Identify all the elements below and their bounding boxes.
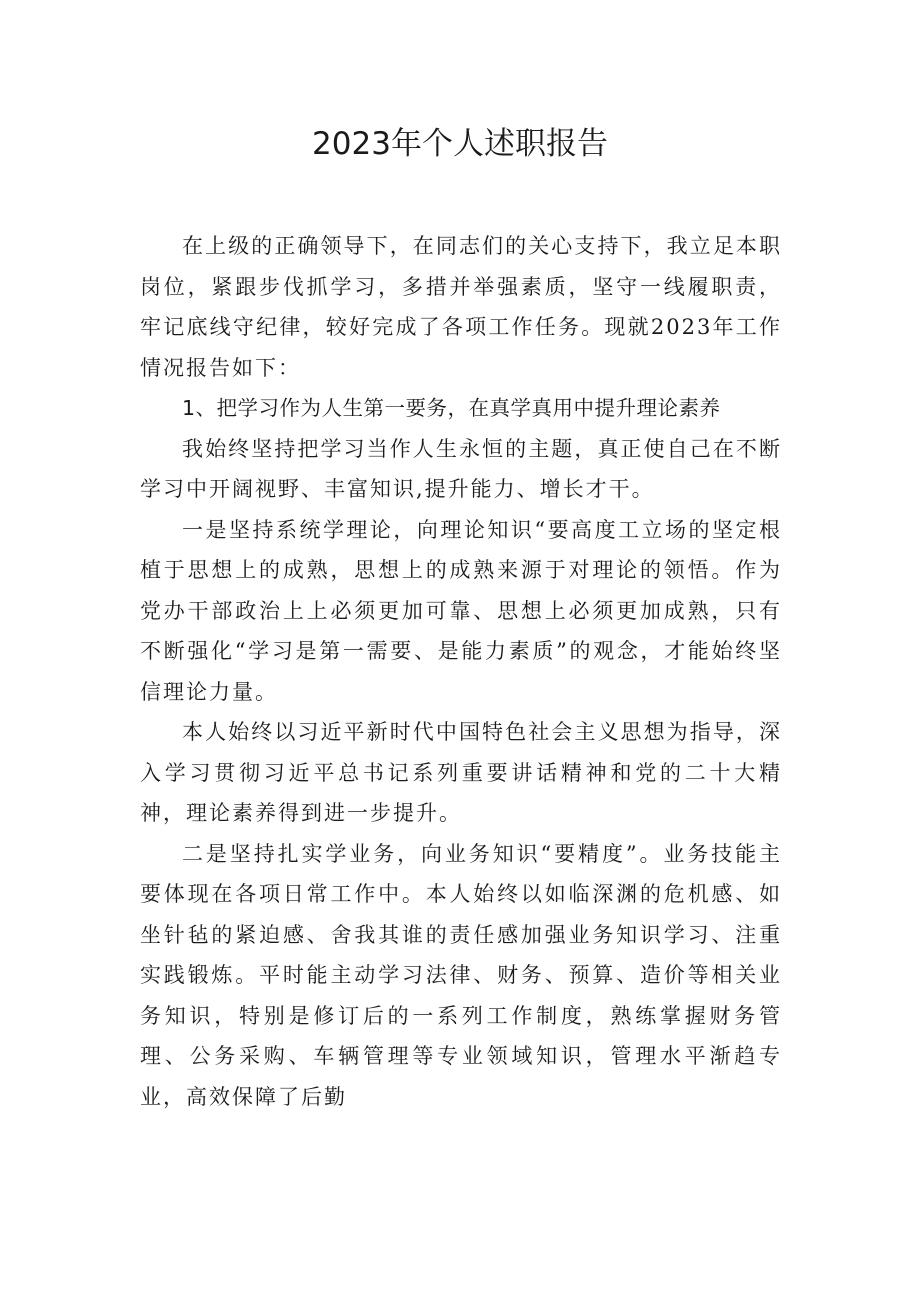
paragraph-learning-theme: 我始终坚持把学习当作人生永恒的主题，真正使自己在不断学习中开阔视野、丰富知识,提升能力、增长才干。 xyxy=(140,436,782,501)
document-title: 2023年个人述职报告 xyxy=(312,126,608,162)
paragraph-business-study: 二是坚持扎实学业务，向业务知识“要精度”。业务技能主要体现在各项日常工作中。本人始终以如临深渊的危机感、如坐针毡的紧迫感、舍我其谁的责任感加强业务知识学习、注重实践锻炼。平时能主动学习法律、财务、预算、造价等相关业务知识，特别是修订后的一系列工作制度，熟练掌握财务管理、公务采购、车辆管理等专业领域知识，管理水平渐趋专业，高效保障了后勤 xyxy=(140,841,782,1109)
document-body xyxy=(140,226,782,1117)
paragraph-theory-study: 一是坚持系统学理论，向理论知识“要高度工立场的坚定根植于思想上的成熟，思想上的成熟来源于对理论的领悟。作为党办干部政治上上必须更加可靠、思想上必须更加成熟，只有不断强化“学习是第一需要、是能力素质”的观念，才能始终坚信理论力量。 xyxy=(140,517,782,704)
section-heading-1: 1、把学习作为人生第一要务，在真学真用中提升理论素养 xyxy=(182,396,721,420)
intro-paragraph: 在上级的正确领导下，在同志们的关心支持下，我立足本职岗位，紧跟步伐抓学习，多措并举强素质，坚守一线履职责，牢记底线守纪律，较好完成了各项工作任务。现就2023年工作情况报告如下： xyxy=(140,234,782,380)
paragraph-guiding-thought: 本人始终以习近平新时代中国特色社会主义思想为指导，深入学习贯彻习近平总书记系列重要讲话精神和党的二十大精神，理论素养得到进一步提升。 xyxy=(140,720,782,825)
